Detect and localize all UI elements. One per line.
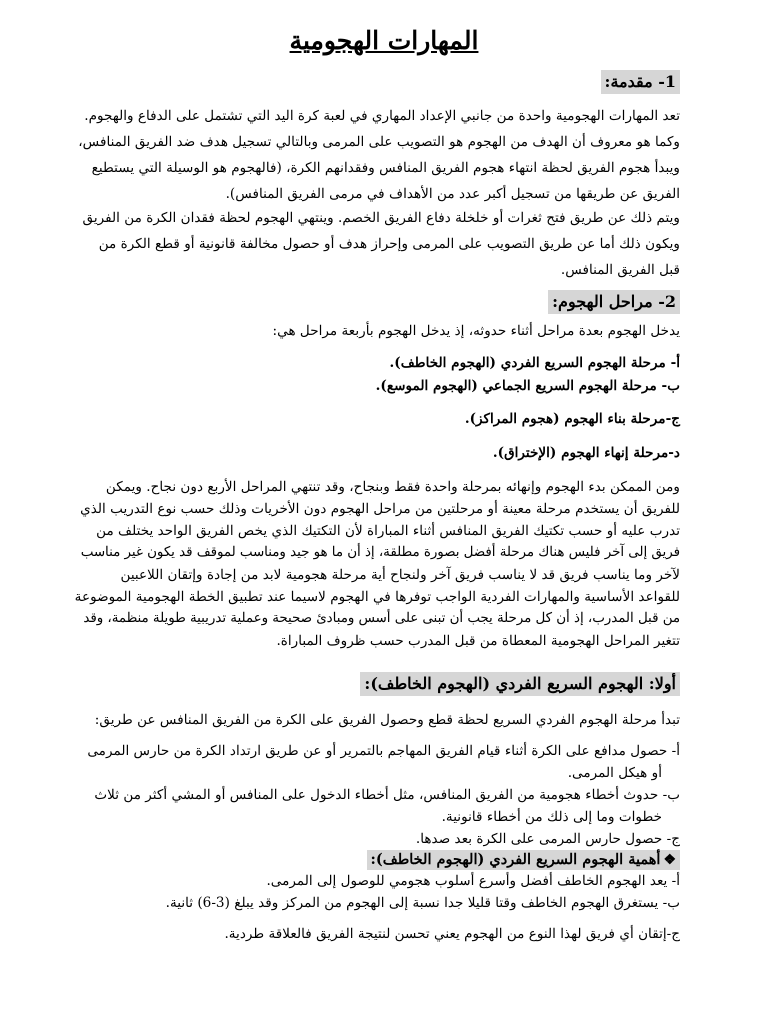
stage-c-block: [74, 406, 680, 432]
stages-body-paragraph: [74, 476, 680, 652]
section-heading-introduction: 1- مقدمة:: [601, 70, 680, 94]
text-line: تدرب عليه أو حسب تكتيك الفريق المنافس أثناء المباراة لأن التكتيك الذي يخص الفريق الواحد يختلف من: [96, 523, 680, 539]
list-item: أ- يعد الهجوم الخاطف أفضل وأسرع أسلوب هجومي للوصول إلى المرمى.: [266, 873, 680, 889]
stages-intro: [74, 318, 680, 344]
intro-paragraph-2: [74, 205, 680, 283]
fast-break-intro: [74, 707, 680, 733]
text-line: من قبل المدرب، إذ أن كل مرحلة يجب أن تبنى على أسس ومبادئ صحيحة وعملية تدريبية طويلة منظمة، وقد: [83, 611, 680, 626]
importance-list: [74, 870, 680, 914]
heading-label: أهمية الهجوم السريع الفردي (الهجوم الخاطف):: [370, 851, 661, 868]
intro-paragraph-1: [74, 103, 680, 207]
text-line: الفريق عن طريقها من تسجيل أكبر عدد من الأهداف في مرمى الفريق المنافس).: [225, 186, 680, 202]
text-line: ويتم ذلك عن طريق فتح ثغرات أو خلخلة دفاع الفريق الخصم. وينتهي الهجوم لحظة فقدان الكرة من الفريق: [82, 210, 680, 226]
diamond-bullet-icon: ❖: [663, 852, 676, 868]
text-line: تبدأ مرحلة الهجوم الفردي السريع لحظة قطع وحصول الفريق على الكرة من الفريق المنافس عن طريق:: [94, 712, 680, 728]
list-item-continued: خطوات وما إلى ذلك من أخطاء قانونية.: [441, 809, 662, 825]
page-title: المهارات الهجومية: [289, 26, 479, 55]
fast-break-list: [74, 740, 680, 850]
text-line: قبل الفريق المنافس.: [560, 262, 680, 278]
stage-a: أ- مرحلة الهجوم السريع الفردي (الهجوم الخاطف).: [389, 355, 680, 371]
importance-last: [74, 921, 680, 947]
text-line: وكما هو معروف أن الهدف من الهجوم هو التصويب على المرمى وبالتالي تسجيل هدف ضد الفريق المنافس،: [78, 134, 680, 150]
section-heading-importance: [367, 850, 681, 870]
text-line: تعد المهارات الهجومية واحدة من جانبي الإعداد المهاري في لعبة كرة اليد التي تشتمل على الدفاع والهجوم.: [84, 108, 680, 124]
list-item: أ- حصول مدافع على الكرة أثناء قيام الفريق المهاجم بالتمرير أو عن طريق ارتداد الكرة من حارس المرمى: [87, 743, 680, 759]
stage-b: ب- مرحلة الهجوم السريع الجماعي (الهجوم الموسع).: [375, 378, 680, 394]
text-line: يدخل الهجوم بعدة مراحل أثناء حدوثه، إذ يدخل الهجوم بأربعة مراحل هي:: [272, 323, 680, 339]
list-item: ج-إتقان أي فريق لهذا النوع من الهجوم يعني تحسن لنتيجة الفريق فالعلاقة طردية.: [224, 926, 680, 942]
text-line: ويبدأ هجوم الفريق لحظة انتهاء هجوم الفريق المنافس وفقدانهم الكرة، (فالهجوم هو الوسيلة التي يستطيع: [91, 160, 680, 176]
stage-d-block: [74, 440, 680, 466]
list-item-continued: أو هيكل المرمى.: [567, 765, 662, 781]
text-line: للقواعد الأساسية والمهارات الفردية الواجب توفرها في الهجوم لاسيما عند تطبيق الخطة الهجومية الموضوعة: [74, 589, 680, 605]
list-item: ب- حدوث أخطاء هجومية من الفريق المنافس، مثل أخطاء الدخول على المنافس أو المشي أكثر من ثلاث: [94, 787, 680, 803]
stage-c: ج-مرحلة بناء الهجوم (هجوم المراكز).: [464, 411, 680, 427]
text-line: فريق إلى آخر فليس هناك مرحلة أفضل بصورة مطلقة، إذ أن ما هو جيد ومناسب لموقف قد يكون غير مناسب: [80, 545, 680, 560]
text-line: للفريق أن يستخدم مرحلة معينة أو مرحلتين من مراحل الهجوم دون الأخريات وذلك حسب نوع التدريب الذي: [80, 501, 680, 517]
text-line: ومن الممكن بدء الهجوم وإنهائه بمرحلة واحدة فقط وبنجاح، وقد تنتهي المراحل الأربع دون نجاح. ويمكن: [105, 479, 680, 495]
section-heading-fast-break: أولا: الهجوم السريع الفردي (الهجوم الخاطف):: [360, 672, 680, 696]
list-item: ب- يستغرق الهجوم الخاطف وقتا قليلا جدا نسبة إلى الهجوم من المركز وقد يبلغ (3-6) ثانية.: [165, 895, 680, 911]
list-item: ج- حصول حارس المرمى على الكرة بعد صدها.: [415, 831, 680, 847]
text-line: تتغير المراحل الهجومية المعطاة من قبل المدرب حسب ظروف المباراة.: [276, 633, 680, 649]
text-line: لآخر وما يناسب فريق قد لا يناسب فريق آخر ولنجاح أية مرحلة هجومية لابد من إجادة وإتقان اللاعبين: [120, 567, 680, 583]
section-heading-attack-stages: 2- مراحل الهجوم:: [548, 290, 680, 314]
stages-list-ab: [74, 352, 680, 398]
text-line: ويكون ذلك أما عن طريق التصويب على المرمى وإحراز هدف أو حصول مخالفة قانونية أو قطع الكرة من: [98, 236, 680, 252]
stage-d: د-مرحلة إنهاء الهجوم (الإختراق).: [492, 445, 680, 461]
